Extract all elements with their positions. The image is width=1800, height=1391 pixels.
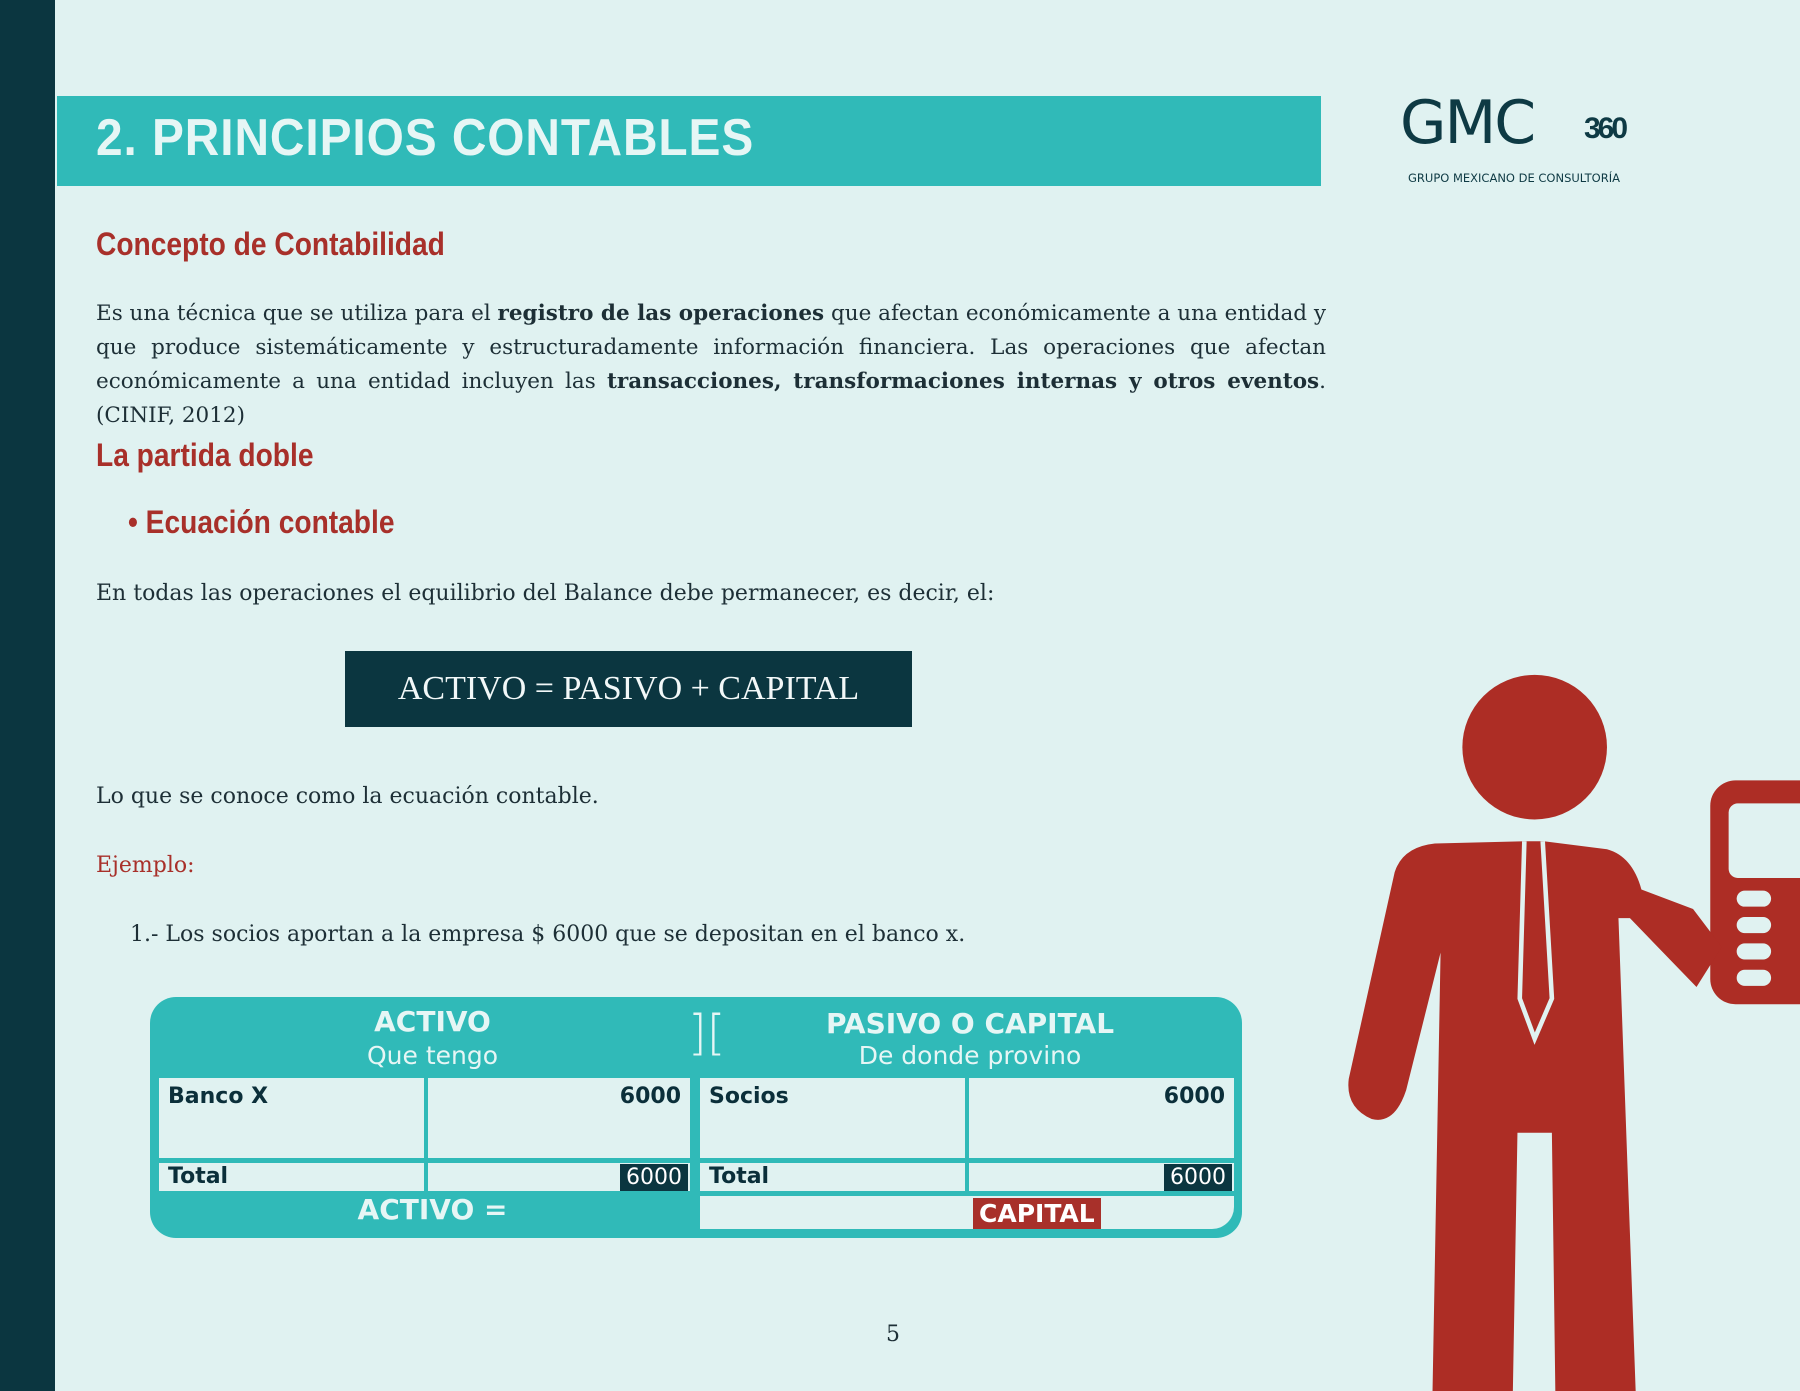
head-icon: [1462, 675, 1607, 820]
example-label: Ejemplo:: [96, 853, 195, 878]
text: . (CINIF, 2012): [96, 369, 1326, 428]
page-title: 2. PRINCIPIOS CONTABLES: [96, 109, 755, 167]
calculator-screen: [1729, 803, 1800, 878]
account-name: Banco X: [159, 1078, 424, 1158]
page-number: 5: [886, 1322, 900, 1347]
logo-number: 360: [1584, 112, 1626, 145]
divider-bracket: ][: [688, 1005, 726, 1061]
logo-subtitle: GRUPO MEXICANO DE CONSULTORÍA: [1408, 171, 1620, 185]
pasivo-subtitle: De donde provino: [858, 1041, 1082, 1070]
account-name: Socios: [700, 1078, 965, 1158]
body-icon: [1348, 841, 1721, 1391]
bullet-ecuacion: • Ecuación contable: [128, 504, 395, 540]
account-amount: 6000: [428, 1078, 690, 1158]
total-value: 6000: [1164, 1164, 1232, 1191]
activo-footer: ACTIVO =: [357, 1193, 508, 1226]
activo-title: ACTIVO: [374, 1005, 491, 1038]
capital-badge: CAPITAL: [973, 1198, 1101, 1229]
equation-box: ACTIVO = PASIVO + CAPITAL: [345, 651, 912, 727]
bold-text: registro de las operaciones: [497, 301, 825, 326]
total-label: Total: [159, 1163, 424, 1191]
heading-concepto: Concepto de Contabilidad: [96, 226, 445, 262]
example-item: 1.- Los socios aportan a la empresa $ 6000 que se depositan en el banco x.: [130, 922, 966, 947]
activo-subtitle: Que tengo: [366, 1041, 499, 1070]
text: Es una técnica que se utiliza para el: [96, 301, 498, 326]
total-value: 6000: [620, 1164, 688, 1191]
bold-text: transacciones, transformaciones internas y otros eventos: [606, 369, 1320, 394]
total-label: Total: [700, 1163, 965, 1191]
text: que afectan económicamente a una entidad y que produce sistemáticamente y estructuradamente información financiera. Las operaciones que afectan económicamente a una entidad incluyen las: [96, 301, 1327, 394]
pasivo-title: PASIVO O CAPITAL: [825, 1007, 1115, 1040]
logo-text: GMC: [1400, 88, 1535, 158]
account-amount: 6000: [969, 1078, 1234, 1158]
after-text: Lo que se conoce como la ecuación contable.: [96, 784, 599, 809]
intro-text: En todas las operaciones el equilibrio del Balance debe permanecer, es decir, el:: [96, 581, 995, 606]
heading-partida-doble: La partida doble: [96, 437, 314, 473]
